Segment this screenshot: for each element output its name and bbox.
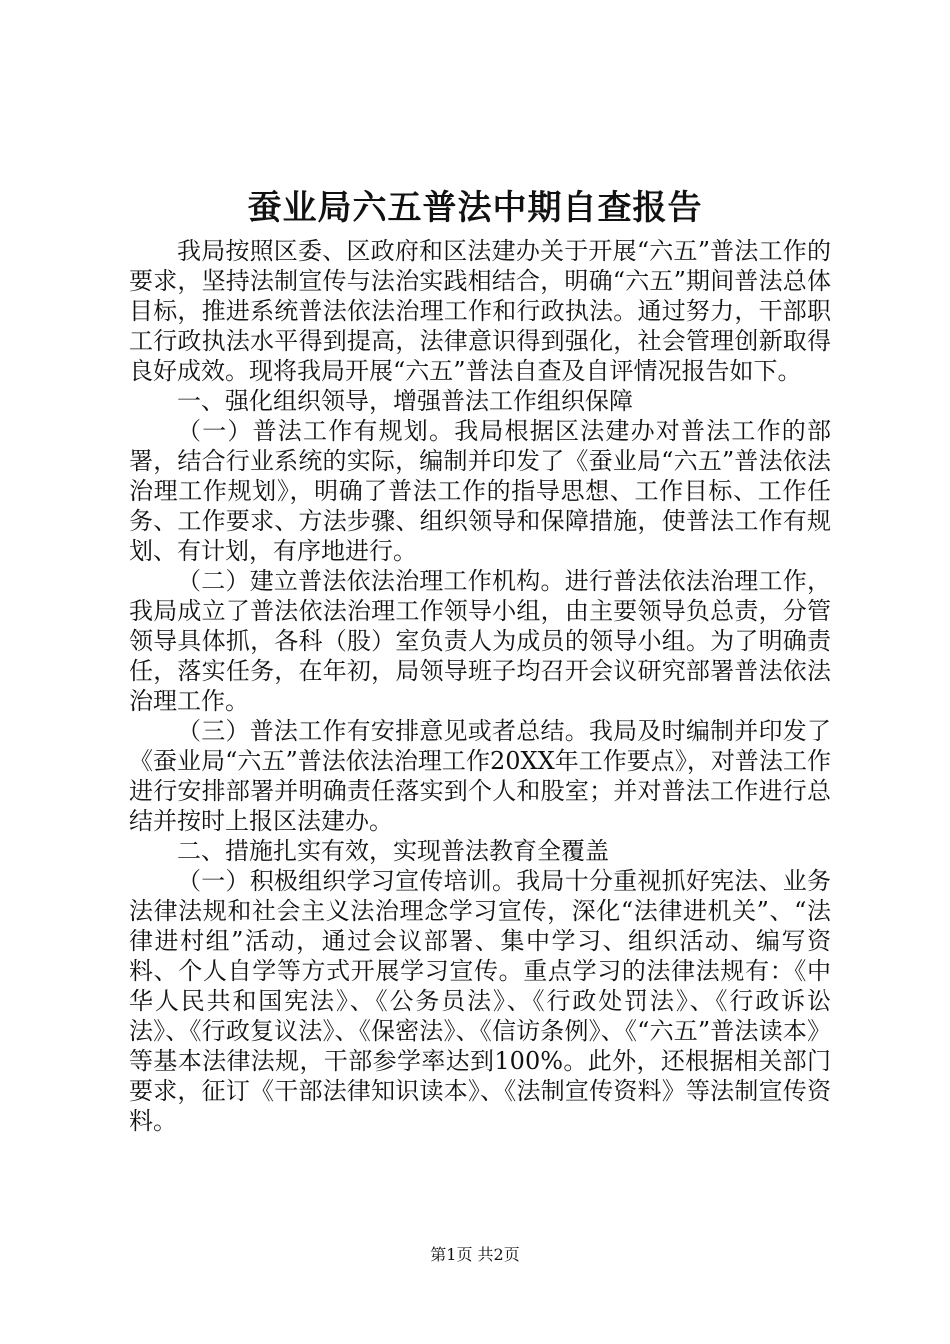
paragraph-organization: （二）建立普法依法治理工作机构。进行普法依法治理工作，我局成立了普法依法治理工作领导小组，由主要领导负总责，分管领导具体抓，各科（股）室负责人为成员的领导小组。为了明确责任，落实任务，在年初，局领导班子均召开会议研究部署普法依法治理工作。: [129, 567, 831, 715]
intro-paragraph: 我局按照区委、区政府和区法建办关于开展“六五”普法工作的要求，坚持法制宣传与法治实践相结合，明确“六五”期间普法总体目标，推进系统普法依法治理工作和行政执法。通过努力，干部职工行政执法水平得到提高，法律意识得到强化，社会管理创新取得良好成效。现将我局开展“六五”普法自查及自评情况报告如下。: [129, 237, 831, 385]
paragraph-training: （一）积极组织学习宣传培训。我局十分重视抓好宪法、业务法律法规和社会主义法治理念学习宣传，深化“法律进机关”、“法律进村组”活动，通过会议部署、集中学习、组织活动、编写资料、个人自学等方式开展学习宣传。重点学习的法律法规有：《中华人民共和国宪法》、《公务员法》、《行政处罚法》、《行政诉讼法》、《行政复议法》、《保密法》、《信访条例》、《“六五”普法读本》等基本法律法规，干部参学率达到100%。此外，还根据相关部门要求，征订《干部法律知识读本》、《法制宣传资料》等法制宣传资料。: [129, 867, 831, 1135]
document-body: [129, 236, 831, 1136]
page-footer: 第1页 共2页: [430, 1245, 520, 1264]
document-title: 蚕业局六五普法中期自查报告: [247, 188, 703, 228]
paragraph-planning: （一）普法工作有规划。我局根据区法建办对普法工作的部署，结合行业系统的实际，编制并印发了《蚕业局“六五”普法依法治理工作规划》，明确了普法工作的指导思想、工作目标、工作任务、工作要求、方法步骤、组织领导和保障措施，使普法工作有规划、有计划，有序地进行。: [129, 417, 831, 565]
paragraph-arrangement: （三）普法工作有安排意见或者总结。我局及时编制并印发了《蚕业局“六五”普法依法治理工作20XX年工作要点》，对普法工作进行安排部署并明确责任落实到个人和股室；并对普法工作进行总结并按时上报区法建办。: [129, 717, 831, 835]
section-heading-2: 二、措施扎实有效，实现普法教育全覆盖: [177, 837, 609, 865]
section-heading-1: 一、强化组织领导，增强普法工作组织保障: [177, 387, 633, 415]
